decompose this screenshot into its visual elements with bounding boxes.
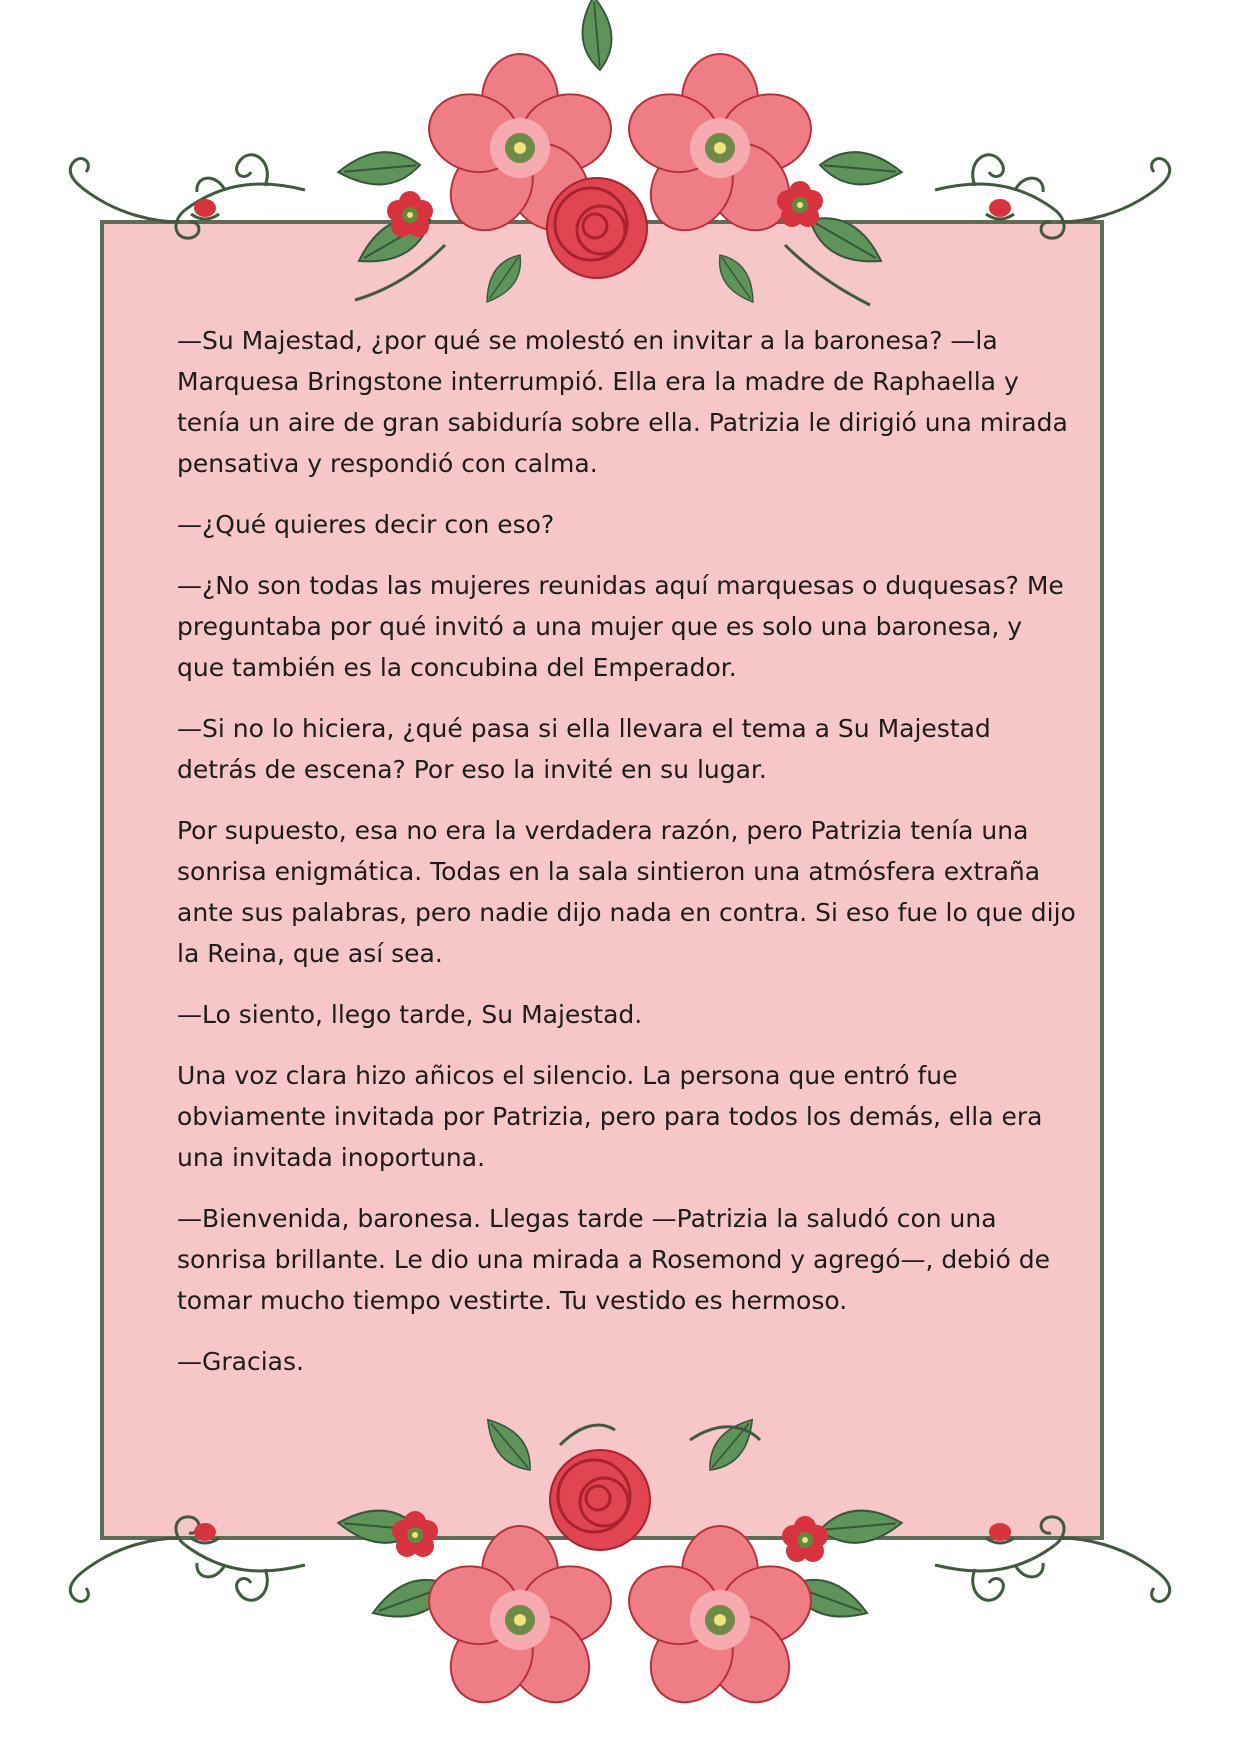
paragraph: —¿No son todas las mujeres reunidas aquí marquesas o duquesas? Me preguntaba por qué invitó a una mujer que es solo una baronesa, y que también es la concubina del Emperador. <box>177 571 1064 682</box>
paragraph: Una voz clara hizo añicos el silencio. La persona que entró fue obviamente invitada por Patrizia, pero para todos los demás, ella era una invitada inoportuna. <box>177 1061 1043 1172</box>
story-text <box>177 320 1077 1402</box>
paragraph: —Lo siento, llego tarde, Su Majestad. <box>177 1000 643 1029</box>
paragraph: —Si no lo hiciera, ¿qué pasa si ella llevara el tema a Su Majestad detrás de escena? Por eso la invité en su lugar. <box>177 714 991 784</box>
paragraph: —Su Majestad, ¿por qué se molestó en invitar a la baronesa? —la Marquesa Bringstone interrumpió. Ella era la madre de Raphaella y tenía un aire de gran sabiduría sobre ella. Patrizia le dirigió una mirada pensativa y respondió con calma. <box>177 326 1068 478</box>
paragraph: —Bienvenida, baronesa. Llegas tarde —Patrizia la saludó con una sonrisa brillante. Le dio una mirada a Rosemond y agregó—, debió de tomar mucho tiempo vestirte. Tu vestido es hermoso. <box>177 1204 1050 1315</box>
paragraph: —¿Qué quieres decir con eso? <box>177 510 555 539</box>
paragraph: Por supuesto, esa no era la verdadera razón, pero Patrizia tenía una sonrisa enigmática. Todas en la sala sintieron una atmósfera extraña ante sus palabras, pero nadie dijo nada en contra. Si eso fue lo que dijo la Reina, que así sea. <box>177 816 1076 968</box>
paragraph: —Gracias. <box>177 1347 304 1376</box>
